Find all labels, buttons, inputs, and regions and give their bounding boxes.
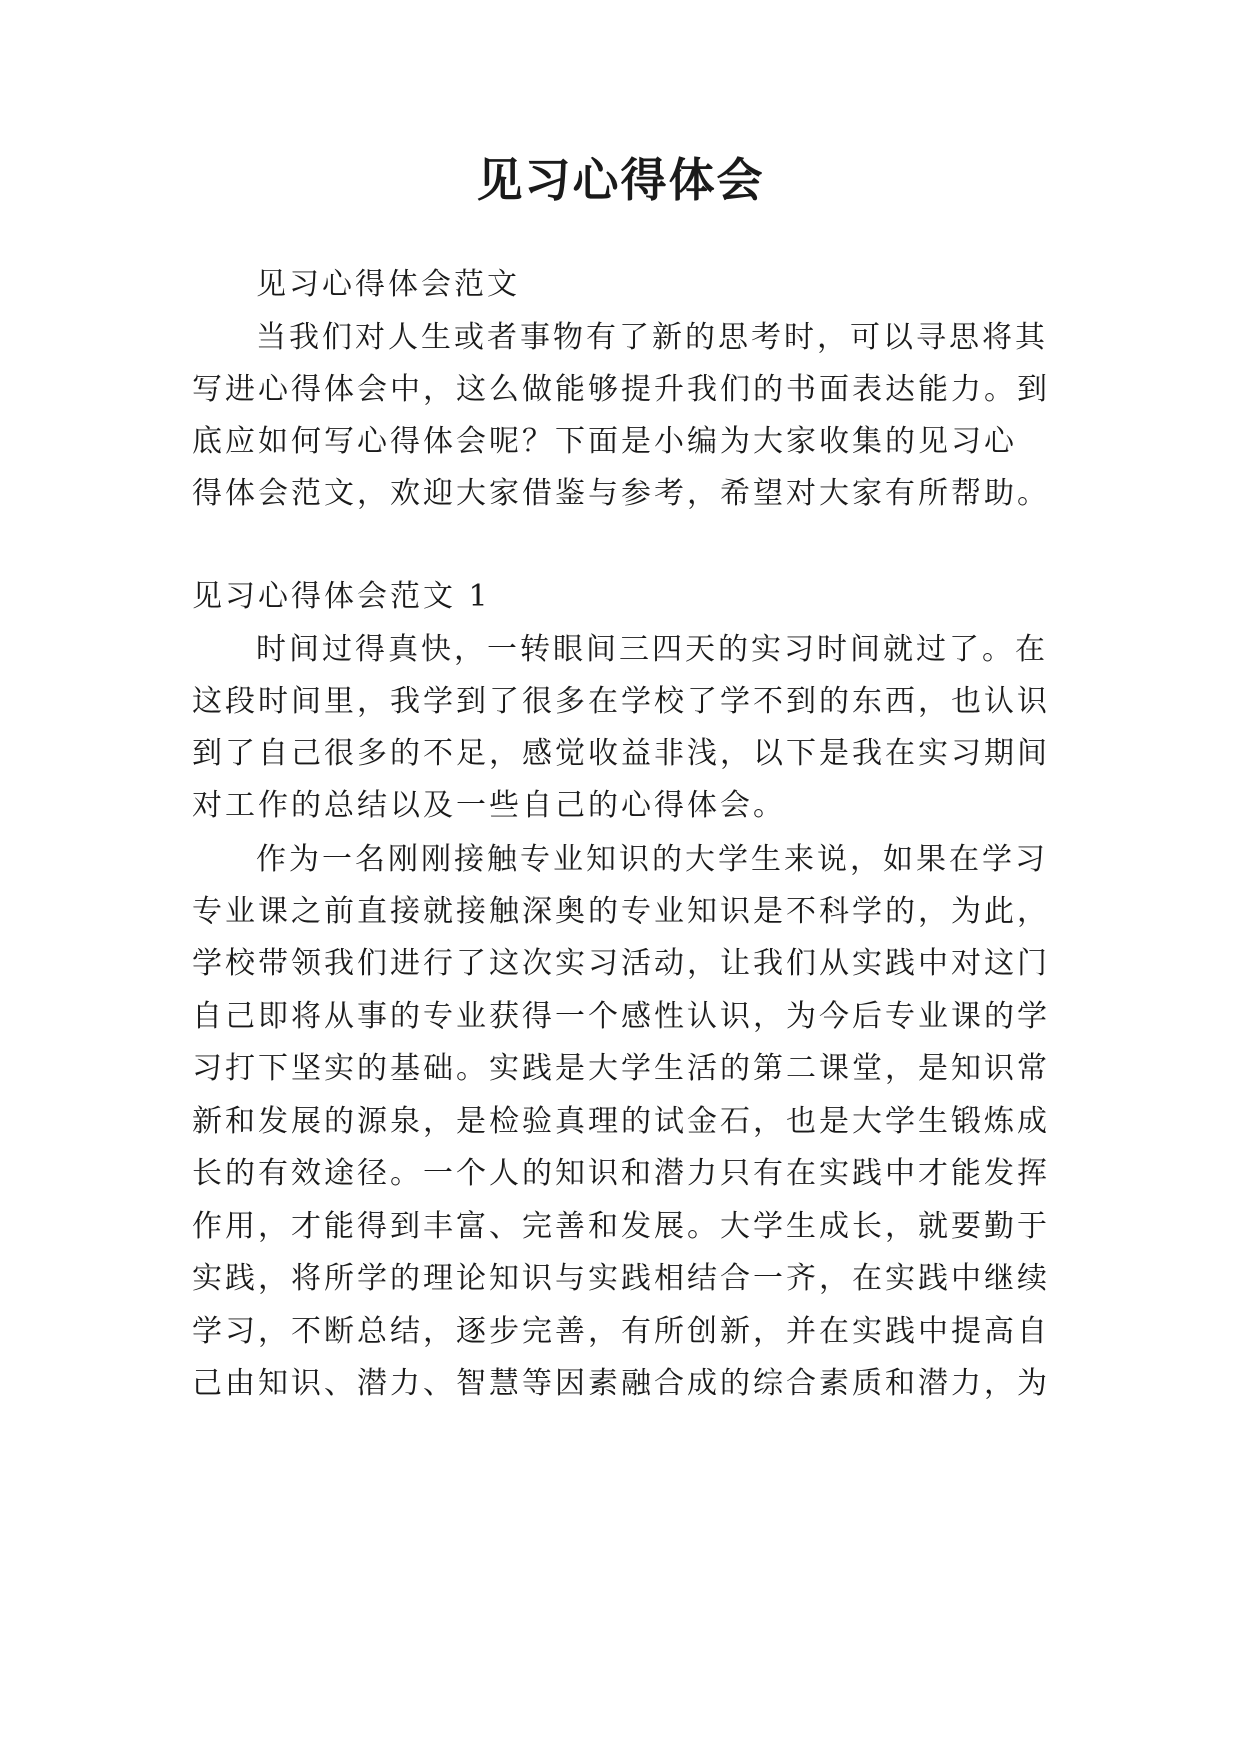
paragraph-line: 己由知识、潜力、智慧等因素融合成的综合素质和潜力，为 <box>192 1366 1050 1401</box>
intro-line: 当我们对人生或者事物有了新的思考时，可以寻思将其 <box>256 320 1048 355</box>
intro-heading: 见习心得体会范文 <box>256 267 520 302</box>
paragraph-line: 时间过得真快，一转眼间三四天的实习时间就过了。在 <box>256 632 1048 667</box>
paragraph-line: 作用，才能得到丰富、完善和发展。大学生成长，就要勤于 <box>192 1209 1050 1244</box>
section-heading: 见习心得体会范文 1 <box>192 579 491 614</box>
paragraph-line: 学习，不断总结，逐步完善，有所创新，并在实践中提高自 <box>192 1314 1050 1349</box>
paragraph-line: 学校带领我们进行了这次实习活动，让我们从实践中对这门 <box>192 946 1050 981</box>
intro-line: 得体会范文，欢迎大家借鉴与参考，希望对大家有所帮助。 <box>192 476 1050 511</box>
document-title: 见习心得体会 <box>476 153 765 207</box>
paragraph-line: 这段时间里，我学到了很多在学校了学不到的东西，也认识 <box>192 684 1050 719</box>
paragraph-line: 长的有效途径。一个人的知识和潜力只有在实践中才能发挥 <box>192 1156 1050 1191</box>
paragraph-line: 作为一名刚刚接触专业知识的大学生来说，如果在学习 <box>256 842 1048 877</box>
paragraph-line: 实践，将所学的理论知识与实践相结合一齐，在实践中继续 <box>192 1261 1050 1296</box>
paragraph-line: 专业课之前直接就接触深奥的专业知识是不科学的，为此， <box>192 894 1050 929</box>
intro-line: 写进心得体会中，这么做能够提升我们的书面表达能力。到 <box>192 372 1050 407</box>
paragraph-line: 对工作的总结以及一些自己的心得体会。 <box>192 788 786 823</box>
paragraph-line: 新和发展的源泉，是检验真理的试金石，也是大学生锻炼成 <box>192 1104 1050 1139</box>
intro-line: 底应如何写心得体会呢？下面是小编为大家收集的见习心 <box>192 424 1017 459</box>
paragraph-line: 习打下坚实的基础。实践是大学生活的第二课堂，是知识常 <box>192 1051 1050 1086</box>
paragraph-line: 到了自己很多的不足，感觉收益非浅，以下是我在实习期间 <box>192 736 1050 771</box>
paragraph-line: 自己即将从事的专业获得一个感性认识，为今后专业课的学 <box>192 999 1050 1034</box>
